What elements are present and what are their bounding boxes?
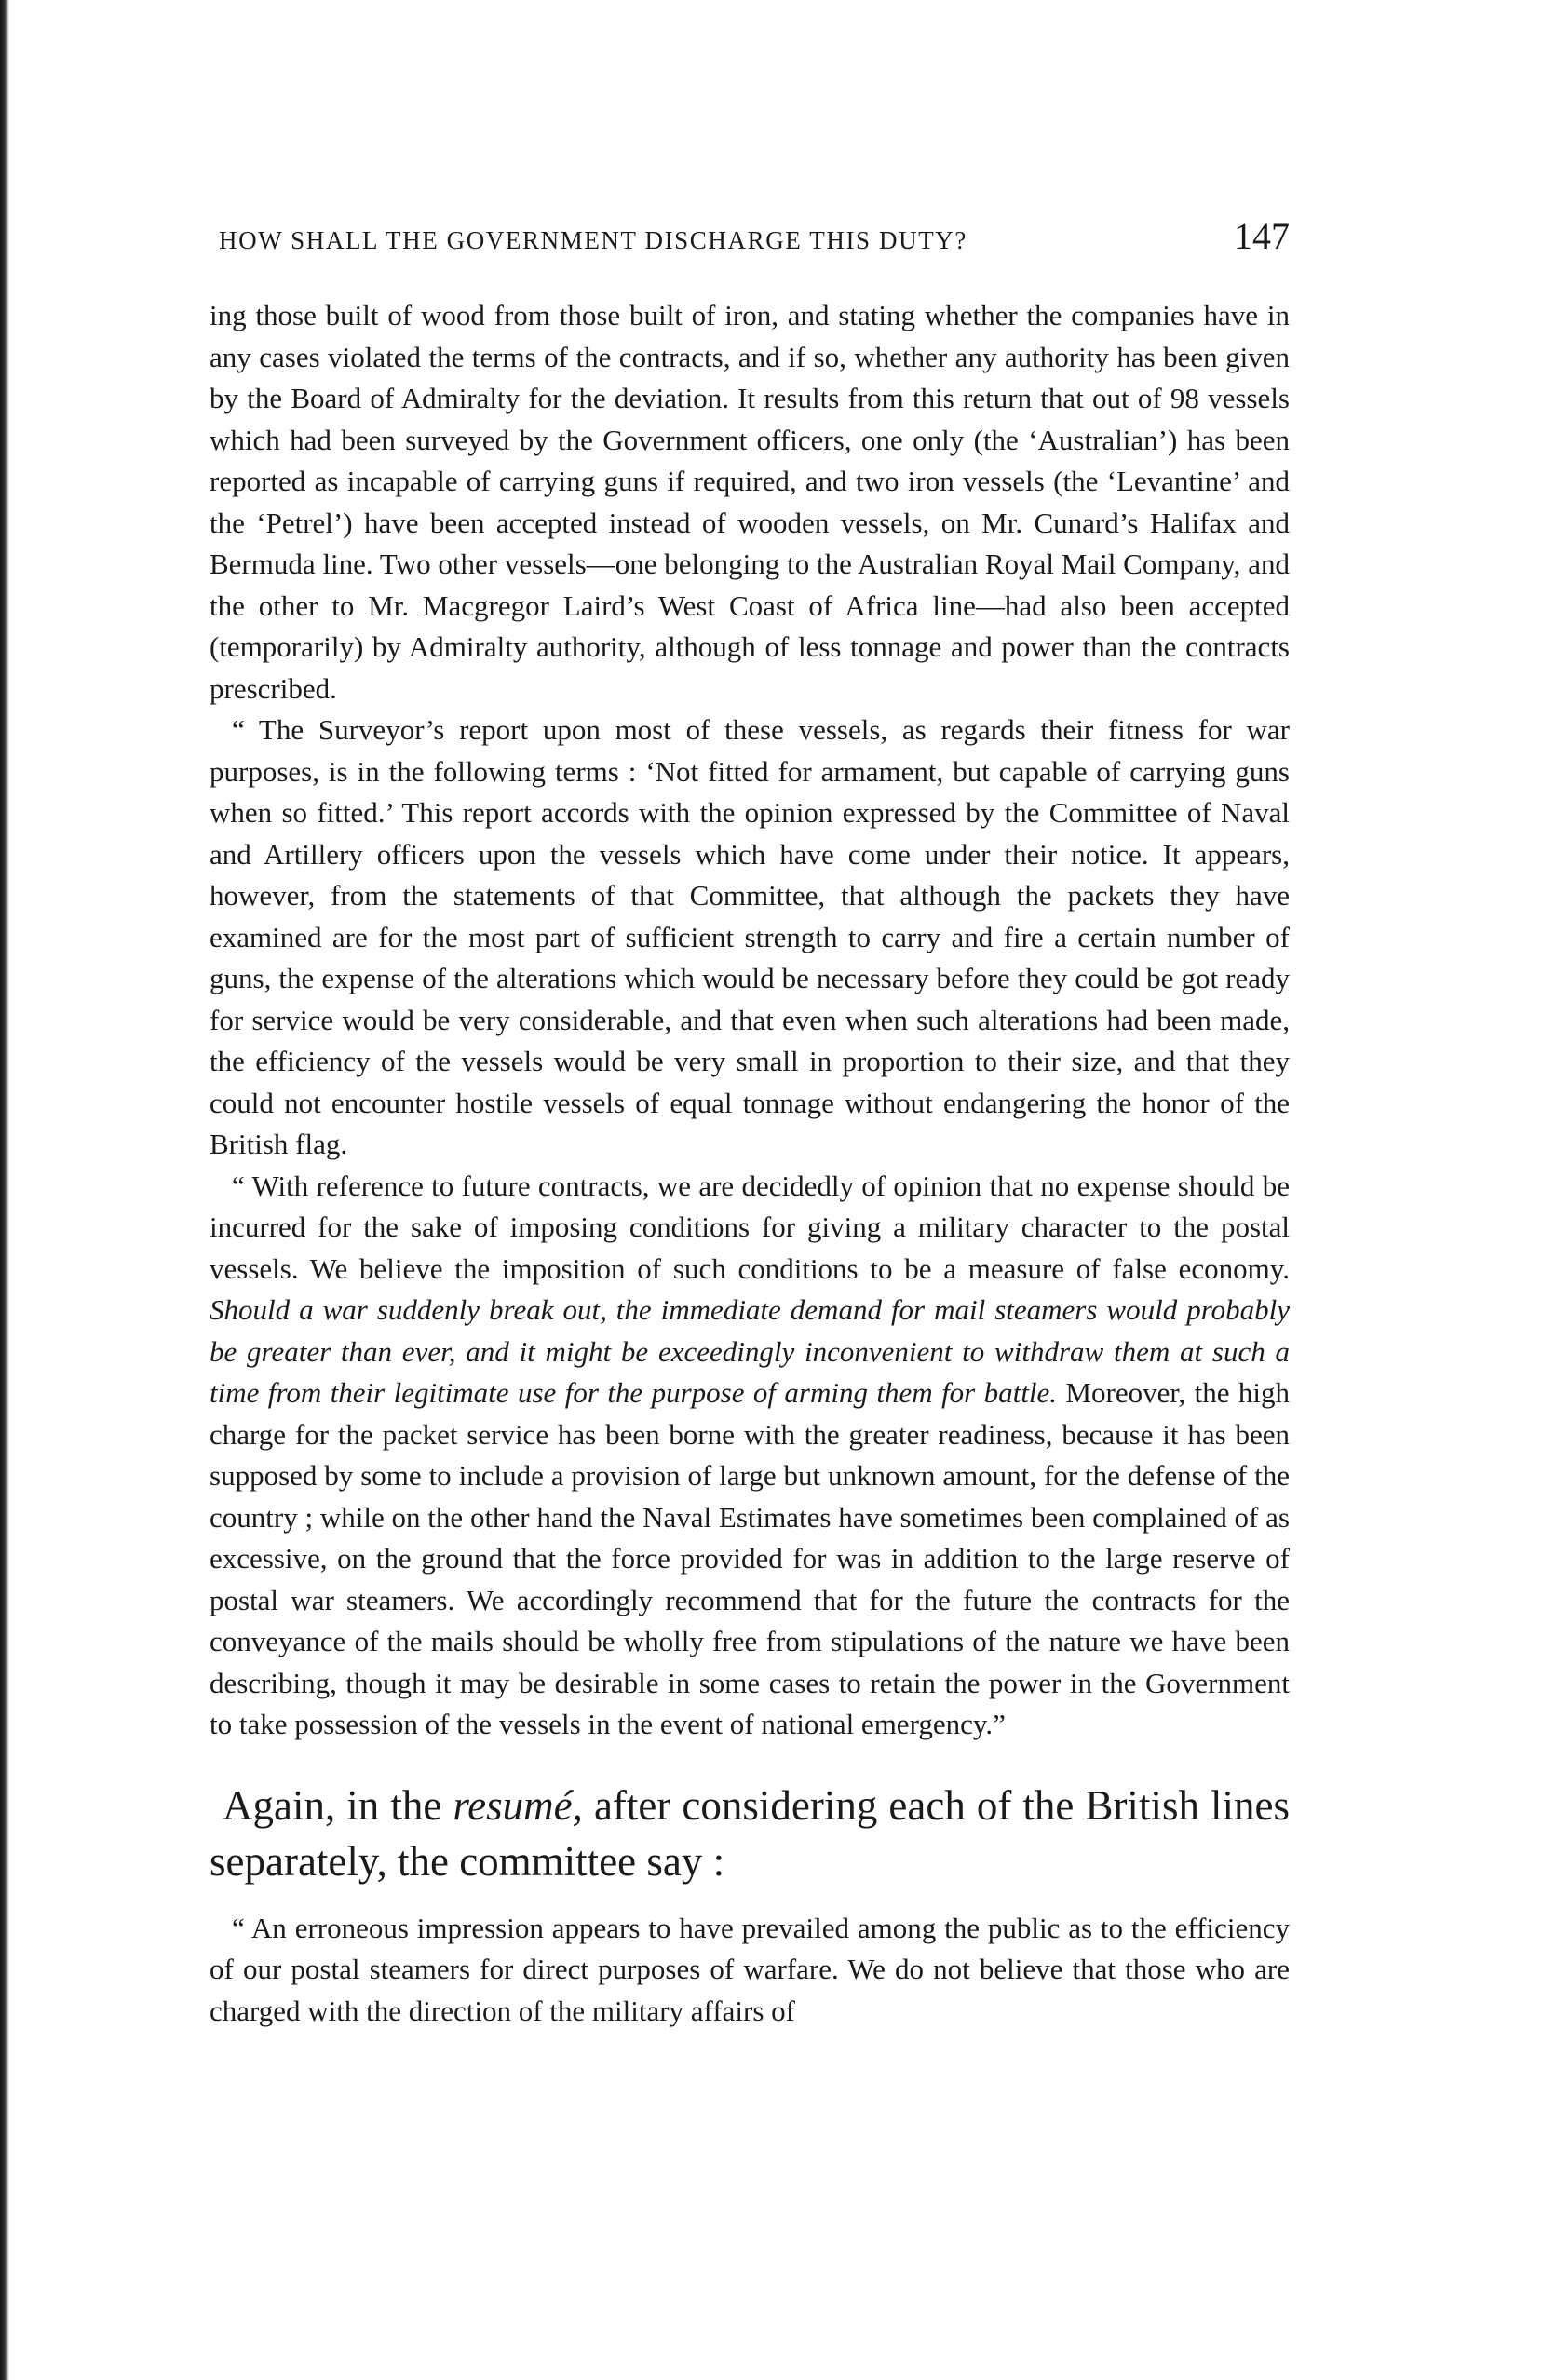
running-title: HOW SHALL THE GOVERNMENT DISCHARGE THIS DUTY?	[219, 226, 967, 254]
running-head	[219, 214, 1290, 258]
paragraph-2: “ The Surveyor’s report upon most of these vessels, as regards their fitness for war purposes, is in the following terms : ‘Not fitted for armament, but capable of carrying guns when so fitted.’ This report accords with the opinion expressed by the Committee of Naval and Artillery officers upon the vessels which have come under their notice. It appears, however, from the statements of that Committee, that although the packets they have examined are for the most part of sufficient strength to carry and fire a certain number of guns, the expense of the alterations which would be necessary before they could be got ready for service would be very considerable, and that even when such alterations had been made, the efficiency of the vessels would be very small in proportion to their size, and that they could not encounter hostile vessels of equal tonnage without endangering the honor of the British flag.	[210, 713, 1290, 1160]
paragraph-4-start: Again, in the	[223, 1781, 453, 1829]
paragraph-3-italic: Should a war suddenly break out, the immediate demand for mail steamers would probably be greater than ever, and it might be exceedingly inconvenient to withdraw them at such a time from their legitimate use for the purpose of arming them for battle.	[210, 1293, 1290, 1409]
paragraph-5: “ An erroneous impression appears to have prevailed among the public as to the efficiency of our postal steamers for direct purposes of warfare. We do not believe that those who are charged with the direction of the military affairs of	[210, 1911, 1290, 2027]
paragraph-3-start: “ With reference to future contracts, we are decidedly of opinion that no expense should be incurred for the sake of imposing conditions for giving a military character to the postal vessels. We believe the imposition of such conditions to be a measure of false economy.	[210, 1169, 1290, 1285]
scan-edge	[0, 0, 9, 2380]
paragraph-3-end: Moreover, the high charge for the packet service has been borne with the greater readiness, because it has been supposed by some to include a provision of large but unknown amount, for the defense of the country ; while on the other hand the Naval Estimates have sometimes been complained of as excessive, on the ground that the force provided for was in addition to the large reserve of postal war steamers. We accordingly recommend that for the future the contracts for the conveyance of the mails should be wholly free from stipulations of the nature we have been describing, though it may be desirable in some cases to retain the power in the Government to take possession of the vessels in the event of national emergency.”	[210, 1376, 1290, 1740]
paragraph-3	[210, 1166, 1290, 1746]
paragraph-4	[210, 1778, 1290, 1889]
paragraph-1: ing those built of wood from those built of iron, and stating whether the companies have in any cases violated the terms of the contracts, and if so, whether any authority has been given by the Board of Admiralty for the deviation. It results from this return that out of 98 vessels which had been surveyed by the Government officers, one only (the ‘Australian’) has been reported as incapable of carrying guns if required, and two iron vessels (the ‘Levantine’ and the ‘Petrel’) have been accepted instead of wooden vessels, on Mr. Cunard’s Halifax and Bermuda line. Two other vessels—one belonging to the Australian Royal Mail Company, and the other to Mr. Macgregor Laird’s West Coast of Africa line—had also been accepted (temporarily) by Admiralty authority, although of less tonnage and power than the contracts prescribed.	[210, 299, 1290, 705]
paragraph-4-end: after considering each of the British lines separately, the committee say :	[210, 1781, 1290, 1885]
book-page	[210, 214, 1290, 2032]
paragraph-4-italic: resumé,	[453, 1781, 583, 1829]
page-number: 147	[1234, 215, 1290, 257]
